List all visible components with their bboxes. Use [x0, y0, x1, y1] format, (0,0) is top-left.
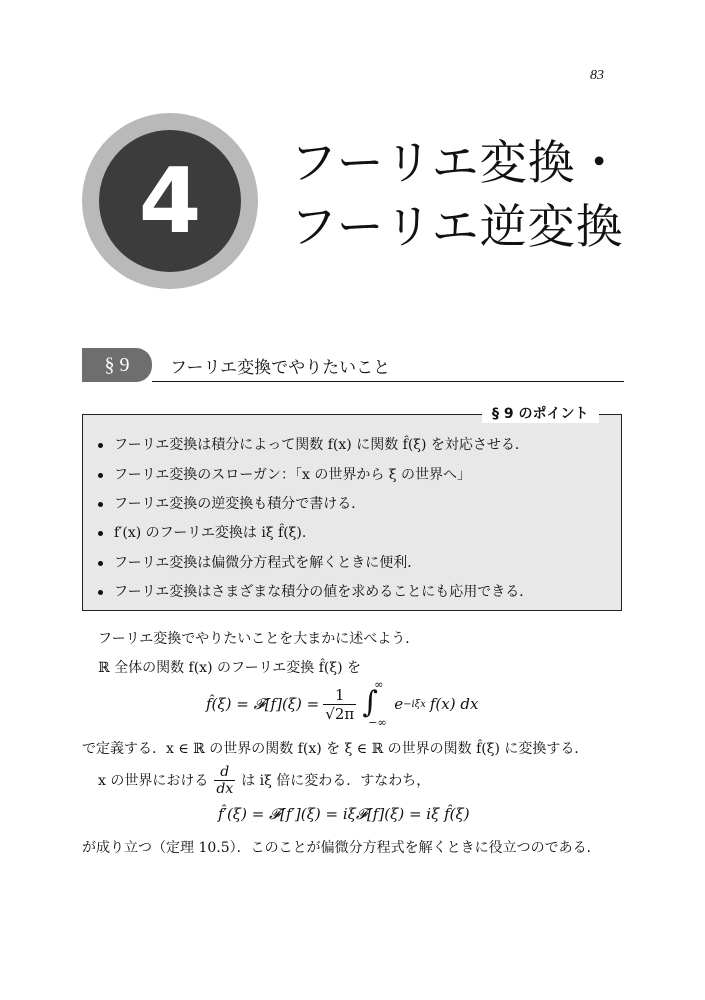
bullet-icon	[98, 590, 103, 595]
fraction-numerator: 1	[323, 686, 356, 705]
integral	[360, 678, 390, 729]
point-item	[98, 552, 421, 572]
formula-lhs: f̂(ξ) = 𝓕[f](ξ) =	[206, 695, 320, 713]
formula-tail: f(x) dx	[429, 695, 479, 713]
integral-upper: ∞	[374, 678, 384, 691]
point-item-text: f′(x) のフーリエ変換は iξ f̂(ξ).	[114, 525, 307, 541]
point-item	[98, 522, 306, 542]
chapter-badge	[82, 113, 258, 289]
point-item	[98, 464, 471, 484]
integral-lower: −∞	[368, 716, 387, 729]
derivative-fraction	[214, 764, 235, 797]
p4-before: x の世界における	[98, 773, 209, 789]
bullet-icon	[98, 473, 103, 478]
derivative-numerator: d	[214, 764, 235, 781]
exp-base: e	[394, 695, 404, 713]
p4-after: は iξ 倍に変わる．すなわち，	[241, 773, 431, 789]
point-item-text: フーリエ変換はさまざまな積分の値を求めることにも応用できる．	[114, 584, 534, 600]
page-number: 83	[590, 68, 604, 83]
point-item-text: フーリエ変換は偏微分方程式を解くときに便利．	[114, 555, 422, 571]
formula-fourier-transform	[206, 678, 479, 729]
point-item	[98, 493, 365, 513]
chapter-number: 4	[99, 130, 241, 272]
point-item-text: フーリエ変換の逆変換も積分で書ける．	[114, 496, 366, 512]
point-item	[98, 434, 529, 454]
formula-derivative: f̂′(ξ) = 𝓕[f′](ξ) = iξ𝓕[f](ξ) = iξ f̂(ξ)	[218, 805, 470, 823]
body-paragraph-3: で定義する．x ∈ ℝ の世界の関数 f(x) を ξ ∈ ℝ の世界の関数 f̂(ξ) に変換する．	[82, 741, 589, 757]
bullet-icon	[98, 561, 103, 566]
derivative-denominator: dx	[216, 780, 234, 797]
section-divider	[152, 381, 624, 382]
exp-power: −iξx	[403, 698, 426, 710]
point-box-label: § 9 のポイント	[482, 403, 599, 423]
point-item-text: フーリエ変換のスローガン：「x の世界から ξ の世界へ」	[114, 467, 471, 483]
section-badge: § 9	[82, 348, 152, 382]
chapter-title-line-1: フーリエ変換・	[290, 136, 624, 191]
body-paragraph-1: フーリエ変換でやりたいことを大まかに述べよう．	[98, 631, 420, 647]
body-paragraph-4	[98, 760, 430, 800]
bullet-icon	[98, 443, 103, 448]
fraction	[323, 686, 356, 723]
point-item-text: フーリエ変換は積分によって関数 f(x) に関数 f̂(ξ) を対応させる．	[114, 437, 529, 453]
chapter-title	[290, 132, 690, 260]
body-paragraph-5: が成り立つ（定理 10.5）．このことが偏微分方程式を解くときに役立つのである．	[82, 840, 601, 856]
bullet-icon	[98, 531, 103, 536]
chapter-title-line-2: フーリエ逆変換	[290, 200, 624, 255]
point-item	[98, 581, 533, 601]
fraction-denominator: √2π	[325, 704, 355, 723]
section-title: フーリエ変換でやりたいこと	[170, 358, 391, 378]
bullet-icon	[98, 502, 103, 507]
integral-sign: ∫	[362, 685, 378, 720]
body-paragraph-2: ℝ 全体の関数 f(x) のフーリエ変換 f̂(ξ) を	[98, 660, 362, 676]
